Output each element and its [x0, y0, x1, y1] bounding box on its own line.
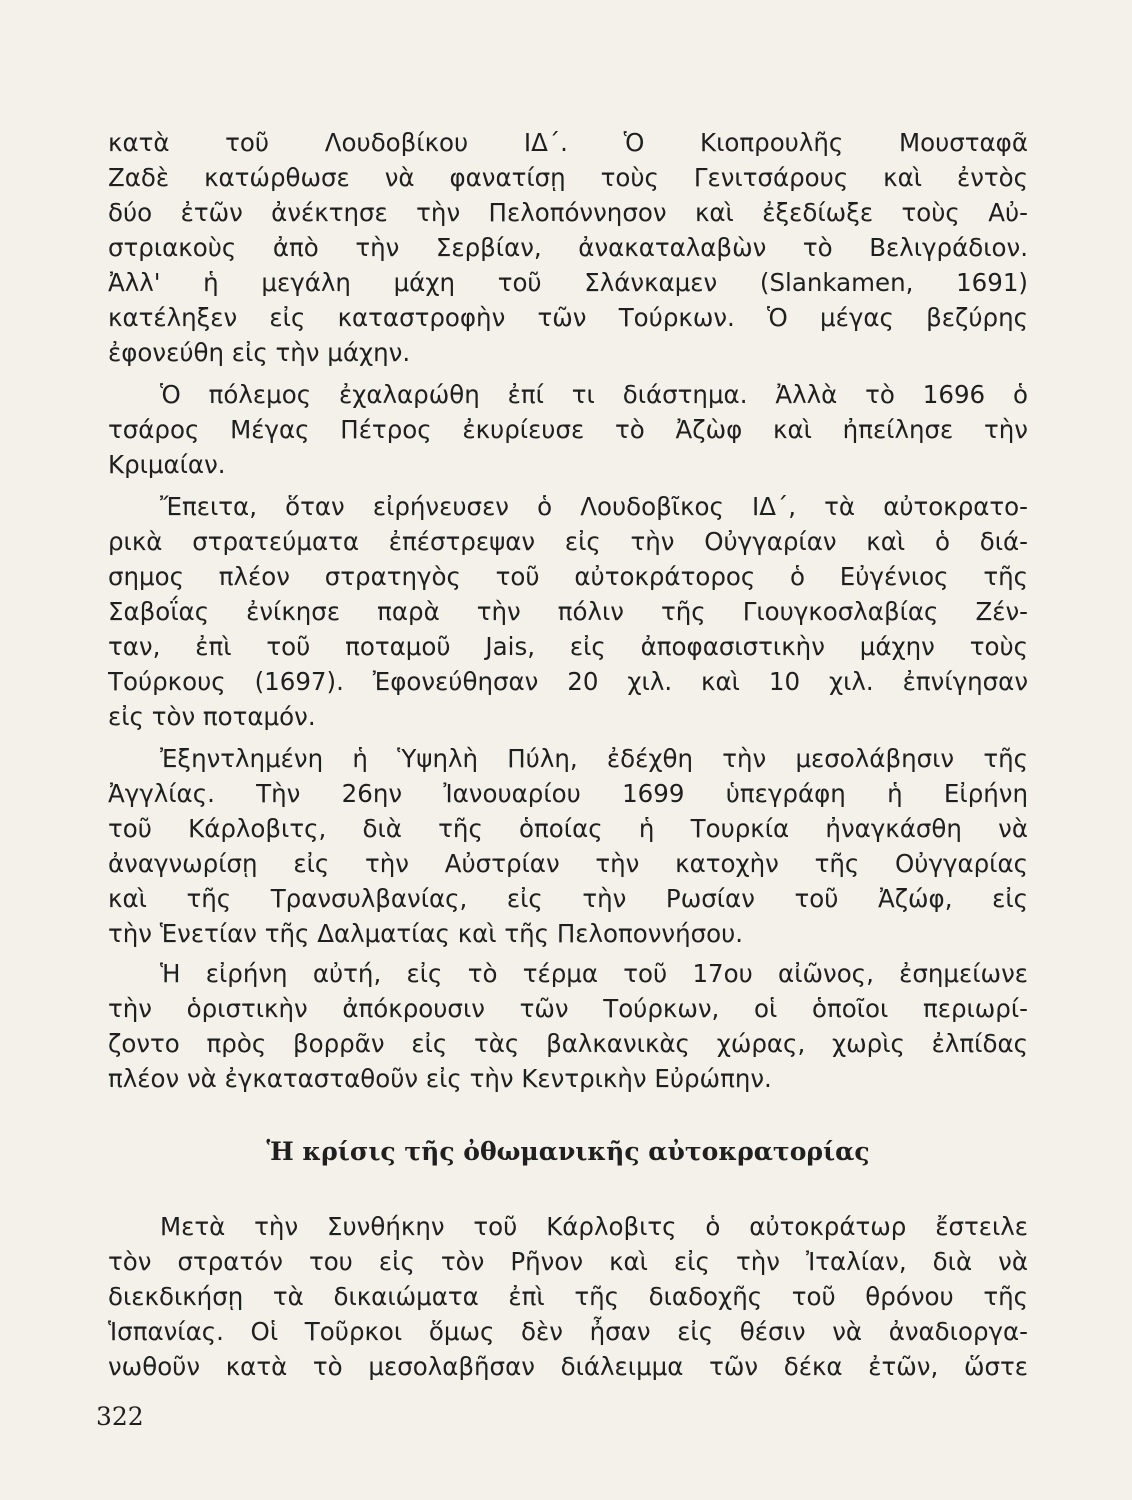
text-line: Κριμαίαν.: [108, 450, 226, 479]
text-line: τὸν στρατόν του εἰς τὸν Ρῆνον καὶ εἰς τὴν Ἰταλίαν, διὰ νὰ: [108, 1247, 1028, 1276]
text-line: τὴν Ἑνετίαν τῆς Δαλματίας καὶ τῆς Πελοποννήσου.: [108, 919, 744, 948]
text-line: στριακοὺς ἀπὸ τὴν Σερβίαν, ἀνακαταλαβὼν τὸ Βελιγράδιον.: [108, 233, 1028, 262]
text-line: τσάρος Μέγας Πέτρος ἐκυρίευσε τὸ Ἀζὼφ καὶ ἠπείλησε τὴν: [108, 415, 1028, 444]
text-line: Ἡ εἰρήνη αὐτή, εἰς τὸ τέρμα τοῦ 17ου αἰῶνος, ἐσημείωνε: [160, 959, 1028, 988]
text-line: Ἐξηντλημένη ἡ Ὑψηλὴ Πύλη, ἐδέχθη τὴν μεσολάβησιν τῆς: [160, 744, 1028, 773]
text-line: δύο ἐτῶν ἀνέκτησε τὴν Πελοπόννησον καὶ ἐξεδίωξε τοὺς Αὐ-: [108, 198, 1028, 227]
text-line: Σαβοΐας ἐνίκησε παρὰ τὴν πόλιν τῆς Γιουγκοσλαβίας Ζέν-: [108, 597, 1028, 626]
text-line: Ἀλλ' ἡ μεγάλη μάχη τοῦ Σλάνκαμεν (Slankamen, 1691): [108, 268, 1028, 297]
text-line: κατέληξεν εἰς καταστροφὴν τῶν Τούρκων. Ὁ μέγας βεζύρης: [108, 303, 1028, 332]
text-line: καὶ τῆς Τρανσυλβανίας, εἰς τὴν Ρωσίαν τοῦ Ἀζώφ, εἰς: [108, 884, 1028, 913]
text-line: σημος πλέον στρατηγὸς τοῦ αὐτοκράτορος ὁ Εὐγένιος τῆς: [108, 562, 1028, 591]
text-line: ζοντο πρὸς βορρᾶν εἰς τὰς βαλκανικὰς χώρας, χωρὶς ἐλπίδας: [108, 1029, 1028, 1058]
text-line: Ἔπειτα, ὅταν εἰρήνευσεν ὁ Λουδοβῖκος ΙΔ΄, τὰ αὐτοκρατο-: [160, 492, 1028, 521]
text-line: τὴν ὁριστικὴν ἀπόκρουσιν τῶν Τούρκων, οἱ ὁποῖοι περιωρί-: [108, 994, 1028, 1023]
section-heading: Ἡ κρίσις τῆς ὀθωμανικῆς αὐτοκρατορίας: [266, 1137, 870, 1166]
text-line: Ἱσπανίας. Οἱ Τοῦρκοι ὅμως δὲν ἦσαν εἰς θέσιν νὰ ἀναδιοργα-: [108, 1317, 1028, 1346]
text-line: εἰς τὸν ποταμόν.: [108, 702, 316, 731]
text-line: Ἀγγλίας. Τὴν 26ην Ἰανουαρίου 1699 ὑπεγράφη ἡ Εἰρήνη: [108, 779, 1028, 808]
page-number: 322: [96, 1402, 144, 1431]
text-line: ρικὰ στρατεύματα ἐπέστρεψαν εἰς τὴν Οὐγγαρίαν καὶ ὁ διά-: [108, 527, 1028, 556]
text-line: ταν, ἐπὶ τοῦ ποταμοῦ Jais, εἰς ἀποφασιστικὴν μάχην τοὺς: [108, 632, 1028, 661]
text-line: Ζαδὲ κατώρθωσε νὰ φανατίσῃ τοὺς Γενιτσάρους καὶ ἐντὸς: [108, 163, 1028, 192]
text-line: κατὰ τοῦ Λουδοβίκου ΙΔ΄. Ὁ Κιοπρουλῆς Μουσταφᾶ: [108, 128, 1028, 157]
text-line: ἐφονεύθη εἰς τὴν μάχην.: [108, 338, 411, 367]
text-line: ἀναγνωρίσῃ εἰς τὴν Αὐστρίαν τὴν κατοχὴν τῆς Οὐγγαρίας: [108, 849, 1028, 878]
text-line: πλέον νὰ ἐγκατασταθοῦν εἰς τὴν Κεντρικὴν Εὐρώπην.: [108, 1064, 772, 1093]
text-line: τοῦ Κάρλοβιτς, διὰ τῆς ὁποίας ἡ Τουρκία ἠναγκάσθη νὰ: [108, 814, 1028, 843]
text-line: Ὁ πόλεμος ἐχαλαρώθη ἐπί τι διάστημα. Ἀλλὰ τὸ 1696 ὁ: [160, 380, 1028, 409]
text-line: νωθοῦν κατὰ τὸ μεσολαβῆσαν διάλειμμα τῶν δέκα ἐτῶν, ὥστε: [108, 1352, 1028, 1381]
text-line: διεκδικήσῃ τὰ δικαιώματα ἐπὶ τῆς διαδοχῆς τοῦ θρόνου τῆς: [108, 1282, 1028, 1311]
text-line: Τούρκους (1697). Ἐφονεύθησαν 20 χιλ. καὶ 10 χιλ. ἐπνίγησαν: [108, 667, 1028, 696]
text-line: Μετὰ τὴν Συνθήκην τοῦ Κάρλοβιτς ὁ αὐτοκράτωρ ἔστειλε: [160, 1212, 1028, 1241]
